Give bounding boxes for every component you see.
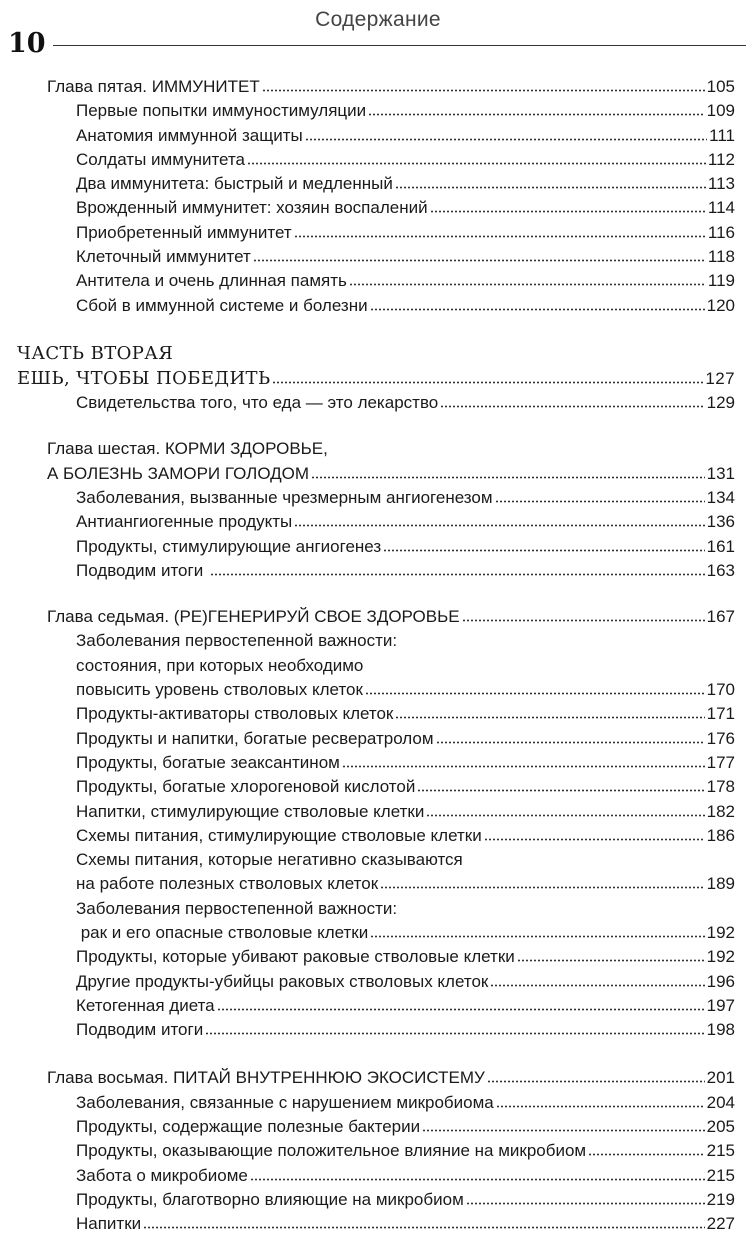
dot-leader xyxy=(380,873,704,889)
toc-section-entry[interactable] xyxy=(0,99,735,123)
dot-leader xyxy=(436,727,705,743)
dot-leader xyxy=(143,1213,704,1229)
dot-leader xyxy=(462,606,705,622)
dot-leader xyxy=(440,392,704,408)
toc-entry-title: Схемы питания, стимулирующие стволовые клетки xyxy=(76,825,482,845)
toc-section-entry[interactable] xyxy=(0,269,735,293)
toc-section-entry[interactable] xyxy=(0,970,735,994)
toc-section-entry[interactable] xyxy=(0,486,735,510)
toc-page-number: 129 xyxy=(706,393,735,413)
dot-leader xyxy=(487,1067,705,1083)
toc-section-entry[interactable] xyxy=(0,702,735,726)
dot-leader xyxy=(370,922,704,938)
toc-section-entry[interactable] xyxy=(0,629,735,702)
toc-section-entry[interactable] xyxy=(0,510,735,534)
toc-chapter-entry[interactable] xyxy=(0,605,735,629)
toc-section-entry[interactable] xyxy=(0,559,735,583)
toc-page-number: 170 xyxy=(706,680,735,700)
dot-leader xyxy=(417,776,704,792)
toc-entry-title: повысить уровень стволовых клеток xyxy=(76,680,363,700)
dot-leader xyxy=(588,1140,705,1156)
toc-entry-title: Заболевания, связанные с нарушением микробиома xyxy=(76,1092,494,1112)
toc-section-entry[interactable] xyxy=(0,148,735,172)
dot-leader xyxy=(490,970,704,986)
toc-entry-title: Продукты, содержащие полезные бактерии xyxy=(76,1117,421,1137)
toc-page-number: 118 xyxy=(707,247,735,267)
toc-section-entry[interactable] xyxy=(0,848,735,897)
toc-page-number: 114 xyxy=(707,198,735,218)
toc-entry-title: Свидетельства того, что еда — это лекарство xyxy=(76,393,439,413)
running-head-title: Содержание xyxy=(315,8,441,31)
toc-page-number: 161 xyxy=(706,536,735,556)
toc-spacer xyxy=(0,1042,756,1066)
toc-section-entry[interactable] xyxy=(0,775,735,799)
toc-page-number: 215 xyxy=(706,1165,735,1185)
toc-page-number: 215 xyxy=(706,1141,735,1161)
dot-leader xyxy=(217,995,705,1011)
toc-entry-title: рак и его опасные стволовые клетки xyxy=(76,923,369,942)
toc-entry-title: Антитела и очень длинная память xyxy=(76,271,347,291)
dot-leader xyxy=(210,560,705,576)
toc-entry-title: Схемы питания, которые негативно сказываются xyxy=(76,850,463,870)
dot-leader xyxy=(250,1165,705,1181)
toc-entry-title: Продукты и напитки, богатые ресвератролом xyxy=(76,728,434,748)
dot-leader xyxy=(517,946,705,962)
dot-leader xyxy=(262,76,705,92)
toc-entry-title: Врожденный иммунитет: хозяин воспалений xyxy=(76,198,428,218)
header-rule xyxy=(53,45,746,46)
toc-page-number: 186 xyxy=(706,825,735,845)
toc-chapter-entry[interactable] xyxy=(0,1066,735,1090)
dot-leader xyxy=(368,100,704,116)
dot-leader xyxy=(272,366,703,383)
dot-leader xyxy=(495,487,705,503)
toc-entry-title: Заболевания первостепенной важности: xyxy=(76,631,398,651)
toc-page-number: 113 xyxy=(707,174,735,194)
toc-section-entry[interactable] xyxy=(0,800,735,824)
toc-page-number: 112 xyxy=(707,149,735,169)
toc-chapter-entry[interactable] xyxy=(0,437,735,486)
toc-page-number: 167 xyxy=(706,607,735,627)
toc-entry-title: Анатомия иммунной защиты xyxy=(76,125,303,145)
toc-spacer xyxy=(0,583,756,605)
dot-leader xyxy=(484,825,705,841)
toc-section-entry[interactable] xyxy=(0,535,735,559)
toc-entry-title: Продукты, которые убивают раковые стволовые клетки xyxy=(76,947,515,967)
toc-section-entry[interactable] xyxy=(0,245,735,269)
toc-entry-title: Продукты-активаторы стволовых клеток xyxy=(76,704,394,724)
toc-page-number: 131 xyxy=(706,463,735,483)
toc-entry-title: Глава шестая. КОРМИ ЗДОРОВЬЕ, xyxy=(47,439,328,459)
toc-entry-title: на работе полезных стволовых клеток xyxy=(76,874,379,894)
toc-section-entry[interactable] xyxy=(0,1018,735,1042)
toc-entry-title: ЕШЬ, ЧТОБЫ ПОБЕДИТЬ xyxy=(17,367,271,389)
toc-section-entry[interactable] xyxy=(0,172,735,196)
toc-entry-title: Антиангиогенные продукты xyxy=(76,512,293,532)
toc-section-entry[interactable] xyxy=(0,824,735,848)
toc-section-entry[interactable] xyxy=(0,124,735,148)
toc-entry-title: Продукты, оказывающие положительное влияние на микробиом xyxy=(76,1141,587,1161)
dot-leader xyxy=(294,511,704,527)
toc-entry-title: Глава восьмая. ПИТАЙ ВНУТРЕННЮЮ ЭКОСИСТЕМУ xyxy=(47,1068,485,1088)
toc-page-number: 176 xyxy=(706,728,735,748)
dot-leader xyxy=(342,752,705,768)
toc-page-number: 120 xyxy=(706,295,735,315)
toc-entry-title: Забота о микробиоме xyxy=(76,1165,248,1185)
toc-page-number: 196 xyxy=(706,971,735,991)
toc-section-entry[interactable] xyxy=(0,196,735,220)
toc-section-entry[interactable] xyxy=(0,1188,735,1212)
toc-entry-title: состояния, при которых необходимо xyxy=(76,655,364,675)
toc-page-number: 197 xyxy=(706,995,735,1015)
toc-spacer xyxy=(0,415,756,437)
dot-leader xyxy=(247,149,706,165)
toc-section-entry[interactable] xyxy=(0,221,735,245)
toc-section-entry[interactable] xyxy=(0,994,735,1018)
toc-entry-title: Продукты, благотворно влияющие на микробиом xyxy=(76,1189,464,1209)
toc-page-number: 198 xyxy=(706,1020,735,1040)
toc-entry-title: ЧАСТЬ ВТОРАЯ xyxy=(17,342,174,364)
toc-entry-title: Кетогенная диета xyxy=(76,995,215,1015)
toc-page-number: 201 xyxy=(706,1068,735,1088)
toc-page-number: 127 xyxy=(705,368,735,388)
toc-section-entry[interactable] xyxy=(0,945,735,969)
toc-page-number: 109 xyxy=(706,101,735,121)
toc-entry-title: Заболевания первостепенной важности: xyxy=(76,898,398,918)
toc-section-entry[interactable] xyxy=(0,1091,735,1115)
toc-entry-title: Первые попытки иммуностимуляции xyxy=(76,101,367,121)
toc-entry-title: Напитки xyxy=(76,1214,142,1234)
toc-page-number: 134 xyxy=(706,487,735,507)
toc-entry-title: Клеточный иммунитет xyxy=(76,247,251,267)
toc-entry-title: Заболевания, вызванные чрезмерным ангиогенезом xyxy=(76,487,493,507)
toc-page-number: 177 xyxy=(706,752,735,772)
toc-page-number: 182 xyxy=(706,801,735,821)
toc-entry-title: Глава седьмая. (РЕ)ГЕНЕРИРУЙ СВОЕ ЗДОРОВЬЕ xyxy=(47,607,460,627)
toc-entry-title: Напитки, стимулирующие стволовые клетки xyxy=(76,801,425,821)
dot-leader xyxy=(305,124,707,140)
dot-leader xyxy=(426,800,704,816)
toc-entry-title: Продукты, стимулирующие ангиогенез xyxy=(76,536,382,556)
dot-leader xyxy=(370,295,705,311)
toc-page-number: 219 xyxy=(706,1189,735,1209)
dot-leader xyxy=(466,1189,705,1205)
page-number: 10 xyxy=(8,28,46,59)
dot-leader xyxy=(365,679,705,695)
dot-leader xyxy=(383,535,704,551)
toc-entry-title: А БОЛЕЗНЬ ЗАМОРИ ГОЛОДОМ xyxy=(47,463,310,483)
toc-section-entry[interactable] xyxy=(0,1139,735,1163)
toc-section-entry[interactable] xyxy=(0,727,735,751)
toc-entry-title: Другие продукты-убийцы раковых стволовых клеток xyxy=(76,971,489,991)
toc-page-number: 111 xyxy=(709,125,735,145)
toc-section-entry[interactable] xyxy=(0,1115,735,1139)
dot-leader xyxy=(430,197,706,213)
dot-leader xyxy=(311,463,705,479)
toc-page-number: 163 xyxy=(706,560,735,580)
toc-entry-title: Два иммунитета: быстрый и медленный xyxy=(76,174,393,194)
dot-leader xyxy=(496,1092,705,1108)
toc-page-number: 192 xyxy=(706,947,735,967)
toc-section-entry[interactable] xyxy=(0,294,735,318)
dot-leader xyxy=(395,703,704,719)
dot-leader xyxy=(395,173,706,189)
toc-entry-title: Подводим итоги xyxy=(76,560,208,580)
toc-chapter-entry[interactable] xyxy=(0,75,735,99)
dot-leader xyxy=(422,1116,704,1132)
dot-leader xyxy=(349,270,706,286)
toc-page-number: 105 xyxy=(706,77,735,96)
toc-page-number: 192 xyxy=(706,923,735,942)
toc-page-number: 204 xyxy=(706,1092,735,1112)
toc-part-entry[interactable] xyxy=(0,342,735,391)
toc-page-number: 178 xyxy=(706,777,735,797)
toc-entry-title: Продукты, богатые хлорогеновой кислотой xyxy=(76,777,416,797)
toc-page-number: 171 xyxy=(706,704,735,724)
toc-spacer xyxy=(0,318,756,342)
toc-section-entry[interactable] xyxy=(0,1212,735,1236)
toc-entry-title: Сбой в иммунной системе и болезни xyxy=(76,295,368,315)
toc-entry-title: Солдаты иммунитета xyxy=(76,149,245,169)
toc-page-number: 227 xyxy=(706,1214,735,1234)
toc-page-number: 189 xyxy=(706,874,735,894)
dot-leader xyxy=(253,246,706,262)
toc-section-entry[interactable] xyxy=(0,1164,735,1188)
toc-entry-title: Приобретенный иммунитет xyxy=(76,222,292,242)
toc-entry-title: Продукты, богатые зеаксантином xyxy=(76,752,340,772)
toc-section-entry[interactable] xyxy=(0,751,735,775)
toc-page-number: 205 xyxy=(706,1117,735,1137)
dot-leader xyxy=(294,222,706,238)
toc-page-number: 136 xyxy=(706,512,735,532)
toc-section-entry[interactable] xyxy=(0,391,735,415)
toc-entry-title: Глава пятая. ИММУНИТЕТ xyxy=(47,77,260,96)
table-of-contents xyxy=(0,75,756,1237)
toc-page-number: 119 xyxy=(707,271,735,291)
toc-entry-title: Подводим итоги xyxy=(76,1020,204,1040)
toc-section-entry[interactable] xyxy=(0,897,735,946)
dot-leader xyxy=(205,1019,704,1035)
toc-page-number: 116 xyxy=(707,222,735,242)
